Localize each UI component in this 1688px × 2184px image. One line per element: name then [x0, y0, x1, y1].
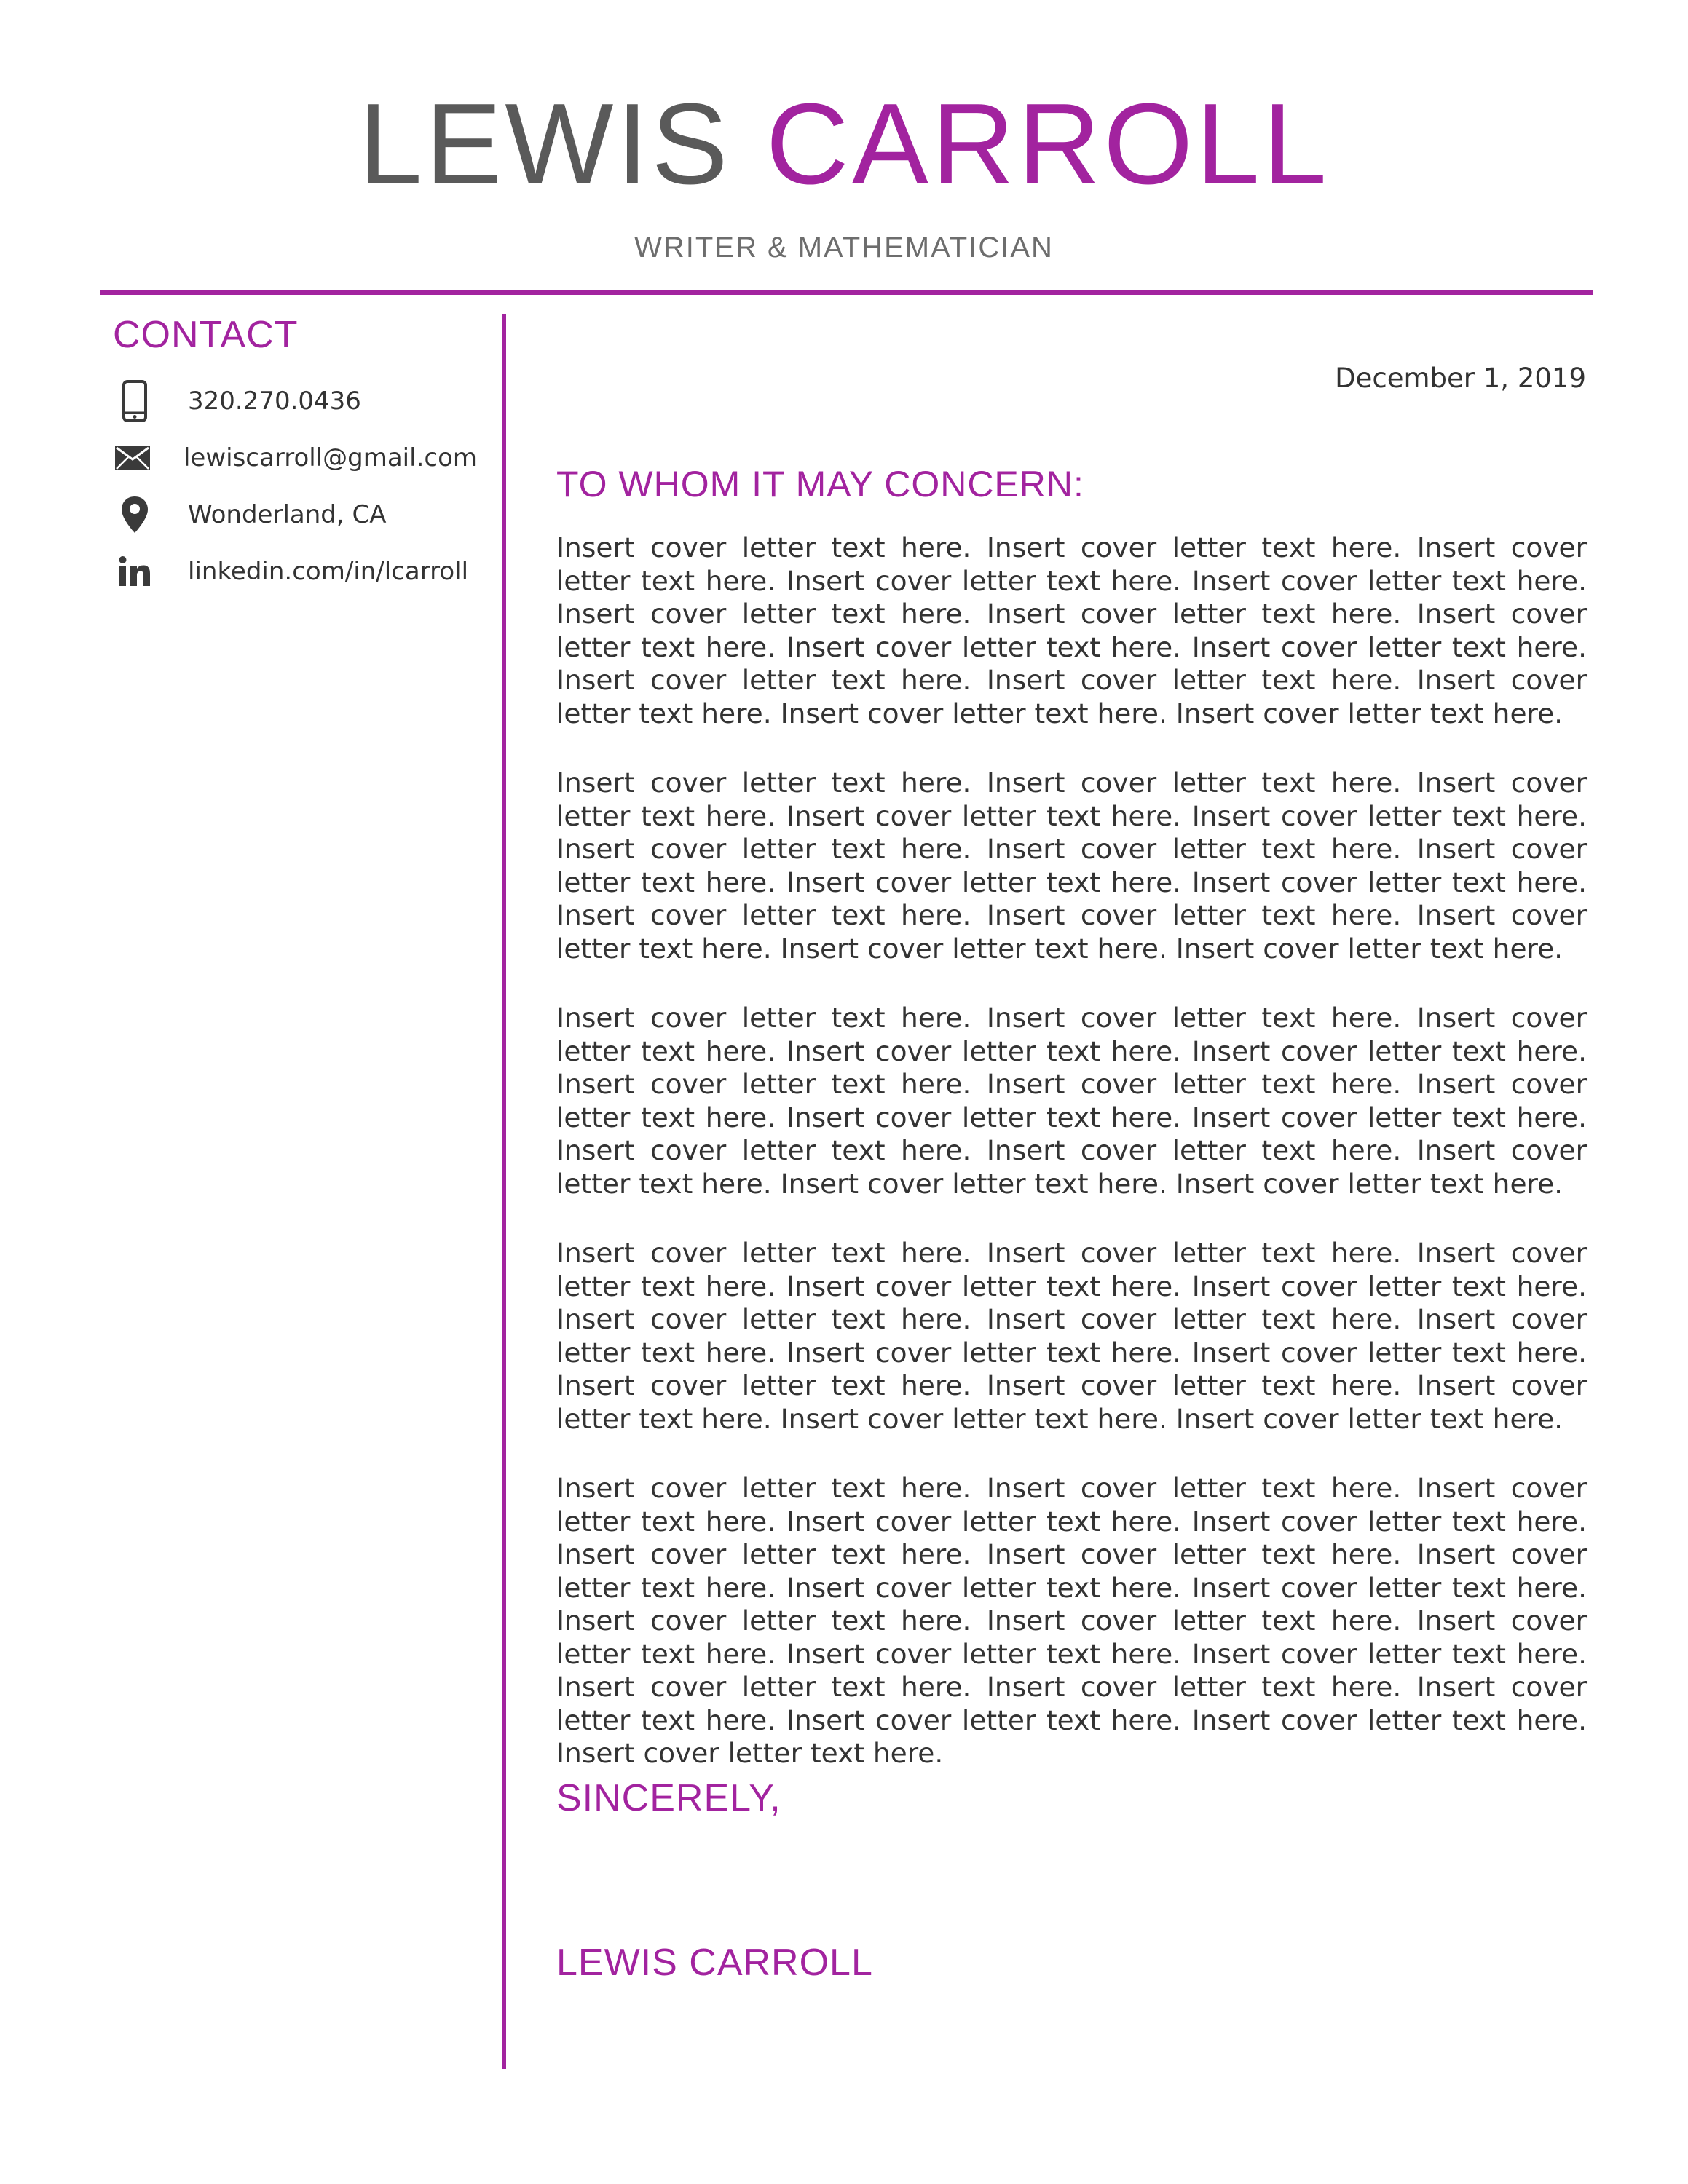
- linkedin-url: linkedin.com/in/lcarroll: [188, 557, 469, 586]
- contact-email: [113, 430, 477, 486]
- contact-linkedin: [113, 543, 477, 600]
- body-paragraph: Insert cover letter text here. Insert cover letter text here. Insert cover letter text here. Insert cover letter text here. Insert cover letter text here. Insert cover letter text here. Insert cover letter text here. Insert cover letter text here. Insert cover letter text here. Insert cover letter text here. Insert cover letter text here. Insert cover letter text here. Insert cover letter text here. Insert cover letter text here. Insert cover letter text here.: [556, 531, 1587, 729]
- body-paragraph: Insert cover letter text here. Insert cover letter text here. Insert cover letter text here. Insert cover letter text here. Insert cover letter text here. Insert cover letter text here. Insert cover letter text here. Insert cover letter text here. Insert cover letter text here. Insert cover letter text here. Insert cover letter text here. Insert cover letter text here. Insert cover letter text here. Insert cover letter text here. Insert cover letter text here.: [556, 767, 1587, 965]
- job-title: WRITER & MATHEMATICIAN: [634, 232, 1054, 264]
- letter-date: December 1, 2019: [1335, 363, 1586, 394]
- salutation: TO WHOM IT MAY CONCERN:: [556, 464, 1084, 505]
- letter-body: [556, 531, 1587, 1807]
- contact-section: [113, 313, 477, 600]
- header-divider: [100, 290, 1593, 295]
- applicant-name: [0, 80, 1688, 208]
- column-divider: [502, 314, 506, 2069]
- contact-phone: [113, 373, 477, 430]
- email-address: lewiscarroll@gmail.com: [183, 443, 477, 472]
- first-name: LEWIS: [358, 80, 731, 208]
- closing: SINCERELY,: [556, 1777, 781, 1819]
- body-paragraph: Insert cover letter text here. Insert cover letter text here. Insert cover letter text here. Insert cover letter text here. Insert cover letter text here. Insert cover letter text here. Insert cover letter text here. Insert cover letter text here. Insert cover letter text here. Insert cover letter text here. Insert cover letter text here. Insert cover letter text here. Insert cover letter text here. Insert cover letter text here. Insert cover letter text here.: [556, 1237, 1587, 1435]
- signature-name: LEWIS CARROLL: [556, 1942, 873, 1984]
- letter-header: [0, 80, 1688, 264]
- phone-icon: [113, 379, 157, 423]
- contact-location: [113, 486, 477, 543]
- contact-heading: CONTACT: [113, 314, 299, 356]
- body-paragraph: Insert cover letter text here. Insert cover letter text here. Insert cover letter text here. Insert cover letter text here. Insert cover letter text here. Insert cover letter text here. Insert cover letter text here. Insert cover letter text here. Insert cover letter text here. Insert cover letter text here. Insert cover letter text here. Insert cover letter text here. Insert cover letter text here. Insert cover letter text here. Insert cover letter text here. Insert cover letter text here. Insert cover letter text here. Insert cover letter text here. Insert cover letter text here. Insert cover letter text here. Insert cover letter text here.: [556, 1472, 1587, 1769]
- location: Wonderland, CA: [188, 500, 387, 529]
- linkedin-icon: [113, 550, 157, 593]
- last-name: CARROLL: [765, 80, 1330, 208]
- phone-number: 320.270.0436: [188, 387, 361, 416]
- mail-icon: [113, 436, 152, 480]
- location-pin-icon: [113, 493, 157, 537]
- body-paragraph: Insert cover letter text here. Insert cover letter text here. Insert cover letter text here. Insert cover letter text here. Insert cover letter text here. Insert cover letter text here. Insert cover letter text here. Insert cover letter text here. Insert cover letter text here. Insert cover letter text here. Insert cover letter text here. Insert cover letter text here. Insert cover letter text here. Insert cover letter text here. Insert cover letter text here.: [556, 1002, 1587, 1200]
